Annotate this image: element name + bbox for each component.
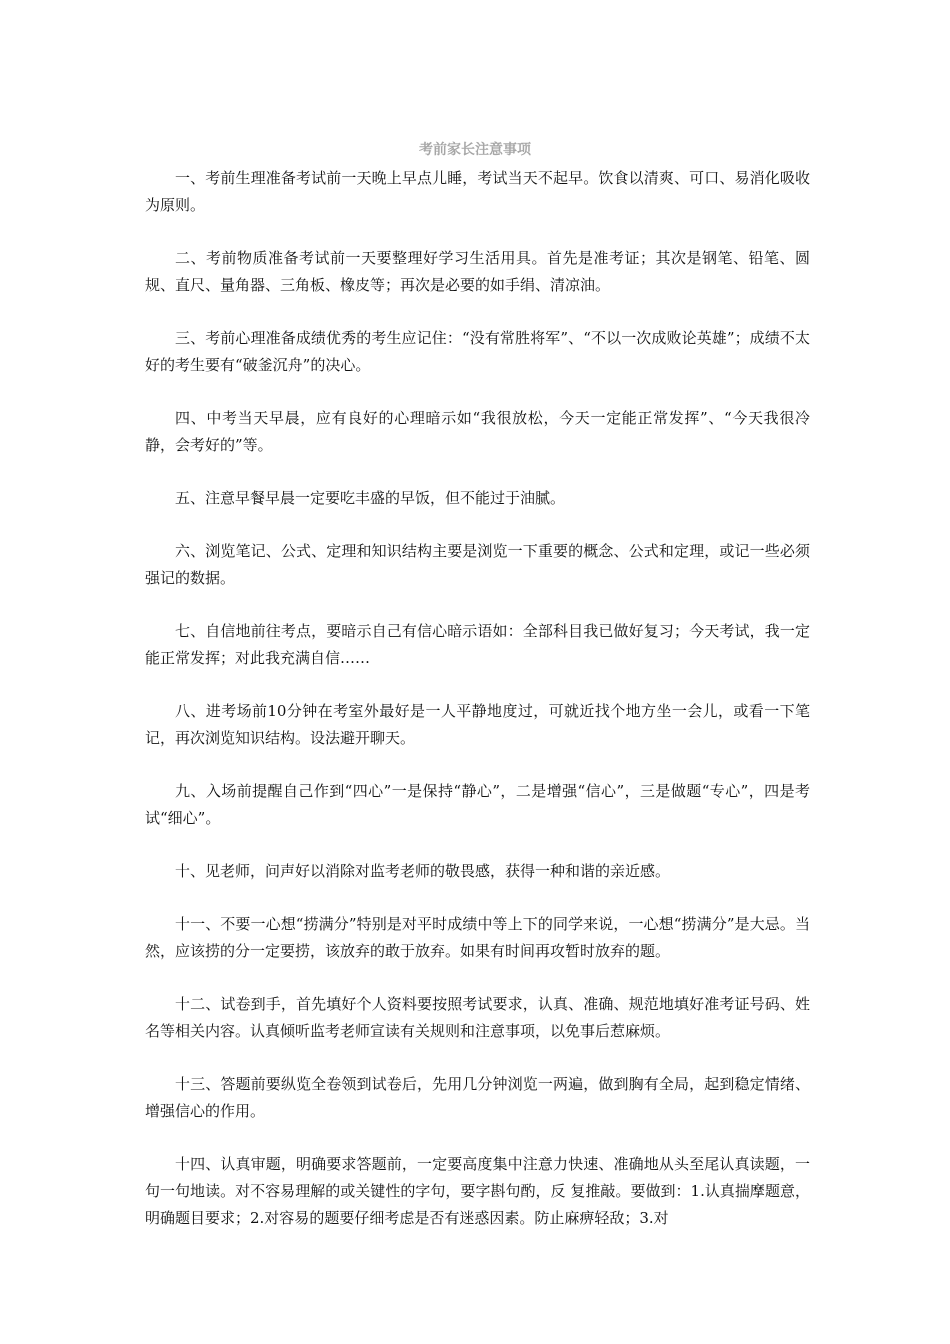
paragraph-11: 十一、不要一心想“捞满分”特别是对平时成绩中等上下的同学来说，一心想“捞满分”是大忌。当然，应该捞的分一定要捞，该放弃的敢于放弃。如果有时间再攻暂时放弃的题。 [145, 915, 810, 960]
paragraph-10: 十、见老师，问声好以消除对监考老师的敬畏感，获得一种和谐的亲近感。 [175, 862, 671, 880]
document-title: 考前家长注意事项 [419, 142, 531, 158]
paragraph-14: 十四、认真审题，明确要求答题前，一定要高度集中注意力快速、准确地从头至尾认真读题，一句一句地读。对不容易理解的或关键性的字句，要字斟句酌，反 复推敲。要做到：1.认真揣摩题意，明确题目要求；2.对容易的题要仔细考虑是否有迷惑因素。防止麻痹轻敌；3.对 [145, 1155, 810, 1227]
paragraph-6: 六、浏览笔记、公式、定理和知识结构主要是浏览一下重要的概念、公式和定理，或记一些必须强记的数据。 [145, 542, 810, 587]
paragraph-1: 一、考前生理准备考试前一天晚上早点儿睡，考试当天不起早。饮食以清爽、可口、易消化吸收为原则。 [145, 169, 810, 214]
paragraph-3: 三、考前心理准备成绩优秀的考生应记住：“没有常胜将军”、“不以一次成败论英雄”；成绩不太好的考生要有“破釜沉舟”的决心。 [145, 329, 810, 374]
paragraph-12: 十二、试卷到手，首先填好个人资料要按照考试要求，认真、准确、规范地填好准考证号码、姓名等相关内容。认真倾听监考老师宣读有关规则和注意事项，以免事后惹麻烦。 [145, 995, 810, 1040]
paragraph-2: 二、考前物质准备考试前一天要整理好学习生活用具。首先是准考证；其次是钢笔、铅笔、圆规、直尺、量角器、三角板、橡皮等；再次是必要的如手绢、清凉油。 [145, 249, 810, 294]
paragraph-5: 五、注意早餐早晨一定要吃丰盛的早饭，但不能过于油腻。 [175, 489, 566, 507]
paragraph-8: 八、进考场前10分钟在考室外最好是一人平静地度过，可就近找个地方坐一会儿，或看一下笔记，再次浏览知识结构。设法避开聊天。 [145, 702, 810, 747]
paragraph-9: 九、入场前提醒自己作到“四心”一是保持“静心”，二是增强“信心”，三是做题“专心”，四是考试“细心”。 [145, 782, 810, 827]
document-body [145, 165, 810, 1258]
paragraph-13: 十三、答题前要纵览全卷领到试卷后，先用几分钟浏览一两遍，做到胸有全局，起到稳定情绪、增强信心的作用。 [145, 1075, 810, 1120]
paragraph-7: 七、自信地前往考点，要暗示自己有信心暗示语如：全部科目我已做好复习；今天考试，我一定能正常发挥；对此我充满自信…… [145, 622, 810, 667]
paragraph-4: 四、中考当天早晨，应有良好的心理暗示如“我很放松，今天一定能正常发挥”、“今天我很冷静，会考好的”等。 [145, 409, 810, 454]
